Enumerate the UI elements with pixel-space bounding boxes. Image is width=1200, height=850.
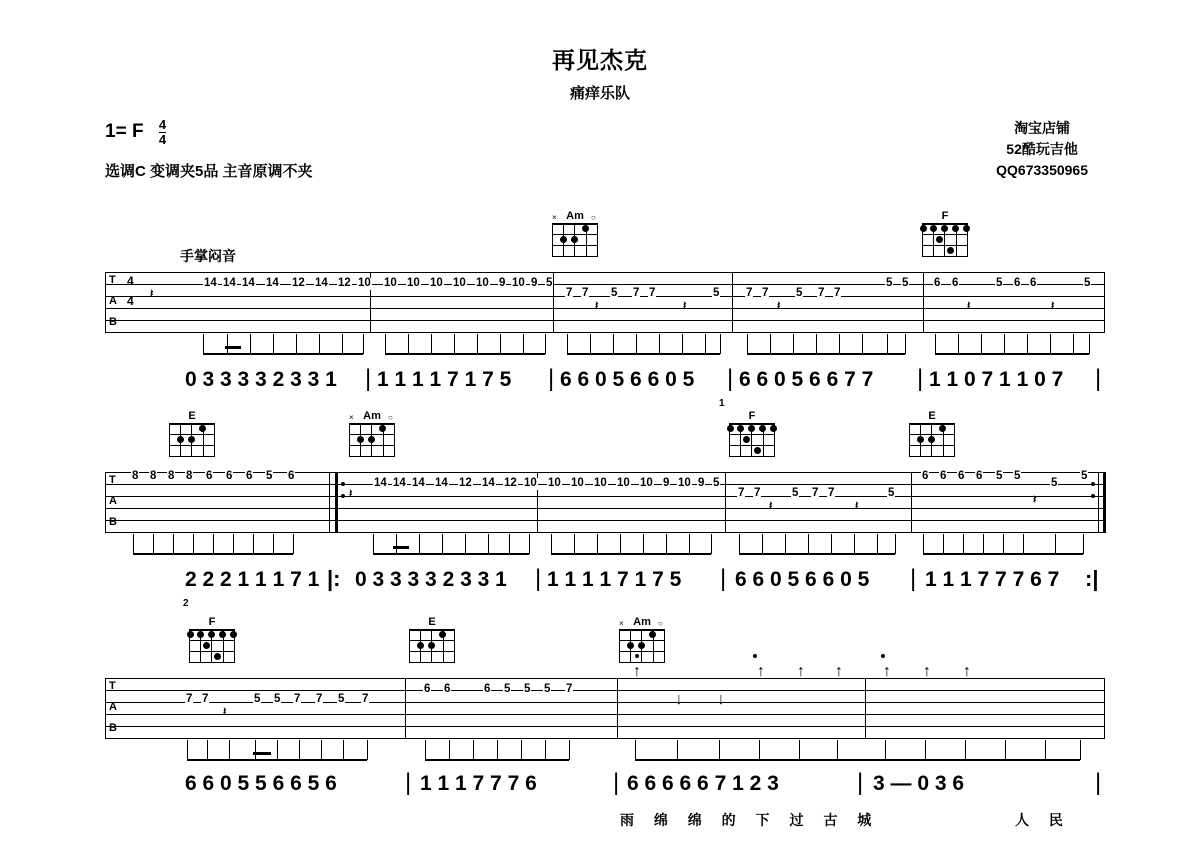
jianpu-measure-2: 1 1 1 1 7 1 7 5 (377, 368, 512, 391)
jianpu-measure-3: 6 6 0 5 6 6 0 5 (560, 368, 695, 391)
open-marker: ○ (658, 619, 663, 628)
chord-name: E (928, 410, 936, 422)
key-signature (105, 118, 166, 146)
chord-name: Am (633, 616, 651, 628)
jianpu-measure-1: 2 2 2 1 1 1 7 1 (185, 568, 320, 591)
chord-grid (922, 223, 968, 257)
chord-diagram-f (918, 210, 972, 257)
jianpu-measure-4: 6 6 0 5 6 6 7 7 (739, 368, 874, 391)
jianpu-measure-5: 1 1 1 7 7 7 6 7 (925, 568, 1060, 591)
chord-name: Am (566, 210, 584, 222)
chord-diagram-e (905, 410, 959, 457)
system-2 (105, 410, 1105, 534)
rhythm-stems (105, 740, 1105, 764)
mute-marker: × (552, 213, 557, 222)
chord-diagram-am (548, 210, 602, 257)
chord-diagram-am (615, 616, 669, 663)
chord-diagram-am (345, 410, 399, 457)
system-1 (105, 210, 1105, 334)
jianpu-measure-1: 0 3 3 3 3 2 3 3 1 (185, 368, 337, 391)
open-marker: ○ (591, 213, 596, 222)
capo-note: 选调C 变调夹5品 主音原调不夹 (105, 163, 313, 180)
key-label: 1= F (105, 121, 144, 143)
mute-marker: × (619, 619, 624, 628)
jianpu-measure-4: 3 — 0 3 6 (873, 772, 965, 795)
shop-info (996, 118, 1088, 181)
chord-diagram-e (165, 410, 219, 457)
shop-line-3: QQ673350965 (996, 162, 1088, 178)
time-signature (159, 118, 166, 146)
shop-line-1: 淘宝店铺 (1014, 120, 1071, 136)
tab-staff: T A B 8 8 8 8 6 6 6 5 6 𝄽 14 14 14 14 12 14 12 10 10 10 10 10 10 9 10 9 5 7 7 5 7 7 5 𝄽 𝄽 6 6 6 6 5 5 5 5 𝄽 (105, 472, 1105, 534)
chord-name: Am (363, 410, 381, 422)
chord-diagram-f (185, 616, 239, 663)
jianpu-measure-4: 6 6 0 5 6 6 0 5 (735, 568, 870, 591)
jianpu-line-3: 6 6 0 5 5 6 6 5 6 | 1 1 1 7 7 7 6 | 6 6 6 6 6 7 1 2 3 | 3 — 0 3 6 | (185, 769, 1102, 796)
lyrics-line-1: 雨 绵 绵 的 下 过 古 城 (620, 812, 880, 828)
chord-grid (729, 423, 775, 457)
jianpu-measure-5: 1 1 0 7 1 1 0 7 (929, 368, 1064, 391)
tab-staff: T A B 4 4 𝄽 14 14 14 14 12 14 12 10 10 10 10 10 10 9 10 9 5 7 7 5 7 7 5 𝄽 𝄽 7 7 5 7 7 5 5 𝄽 6 6 5 6 6 5 𝄽 𝄽 (105, 272, 1105, 334)
rhythm-stems (105, 334, 1105, 358)
chord-name: E (428, 616, 436, 628)
chord-diagram-e (405, 616, 459, 663)
open-marker: ○ (388, 413, 393, 422)
tab-clef: T A B (109, 474, 117, 528)
jianpu-measure-3: 6 6 6 6 6 7 1 2 3 (627, 772, 779, 795)
tab-clef: T A B (109, 274, 117, 328)
page-title: 再见杰克 (552, 47, 648, 73)
tab-staff: T A B 7 7 5 5 7 7 5 7 𝄽 6 6 6 5 5 5 7 ↑ ↓ ↓ ↑ ↑ ↑ ↑ ↑ ↑ (105, 678, 1105, 740)
chord-name: F (208, 616, 216, 628)
rhythm-stems (105, 534, 1105, 558)
ending-1-label: 1 (719, 398, 725, 409)
meter-bottom: 4 (158, 131, 167, 147)
chord-name: F (748, 410, 756, 422)
lyrics-line-2: 人 民 (1015, 812, 1071, 828)
chord-grid (409, 629, 455, 663)
chord-name: E (188, 410, 196, 422)
chord-grid (189, 629, 235, 663)
jianpu-measure-1: 6 6 0 5 5 6 6 5 6 (185, 772, 337, 795)
shop-line-2: 52酷玩吉他 (1006, 141, 1078, 157)
jianpu-measure-3: 1 1 1 1 7 1 7 5 (547, 568, 682, 591)
jianpu-measure-2: 1 1 1 7 7 7 6 (420, 772, 537, 795)
chord-grid (169, 423, 215, 457)
palm-mute-label: 手掌闷音 (180, 248, 236, 264)
jianpu-measure-2: 0 3 3 3 3 2 3 3 1 (355, 568, 507, 591)
tab-time-signature: 4 4 (127, 274, 134, 308)
meter-top: 4 (158, 117, 167, 132)
ending-2-label: 2 (183, 598, 189, 609)
jianpu-line-1: 0 3 3 3 3 2 3 3 1 | 1 1 1 1 7 1 7 5 | 6 6 0 5 6 6 0 5 | 6 6 0 5 6 6 7 7 | 1 1 0 7 1 1 0 7 | 1 (185, 365, 1102, 409)
chord-grid (909, 423, 955, 457)
artist-name: 痛痒乐队 (569, 85, 630, 102)
repeat-open: |: (327, 566, 341, 591)
system-3 (105, 616, 1105, 740)
chord-diagram-f (725, 410, 779, 457)
mute-marker: × (349, 413, 354, 422)
jianpu-line-2: 2 2 2 1 1 1 7 1 |: 0 3 3 3 3 2 3 3 1 | 1 1 1 1 7 1 7 5 | 6 6 0 5 6 6 0 5 | 1 1 1 7 7 7 6 7 :| 2 (183, 565, 1099, 609)
tab-clef: T A B (109, 680, 117, 734)
chord-name: F (941, 210, 949, 222)
repeat-close: :| (1085, 566, 1099, 591)
